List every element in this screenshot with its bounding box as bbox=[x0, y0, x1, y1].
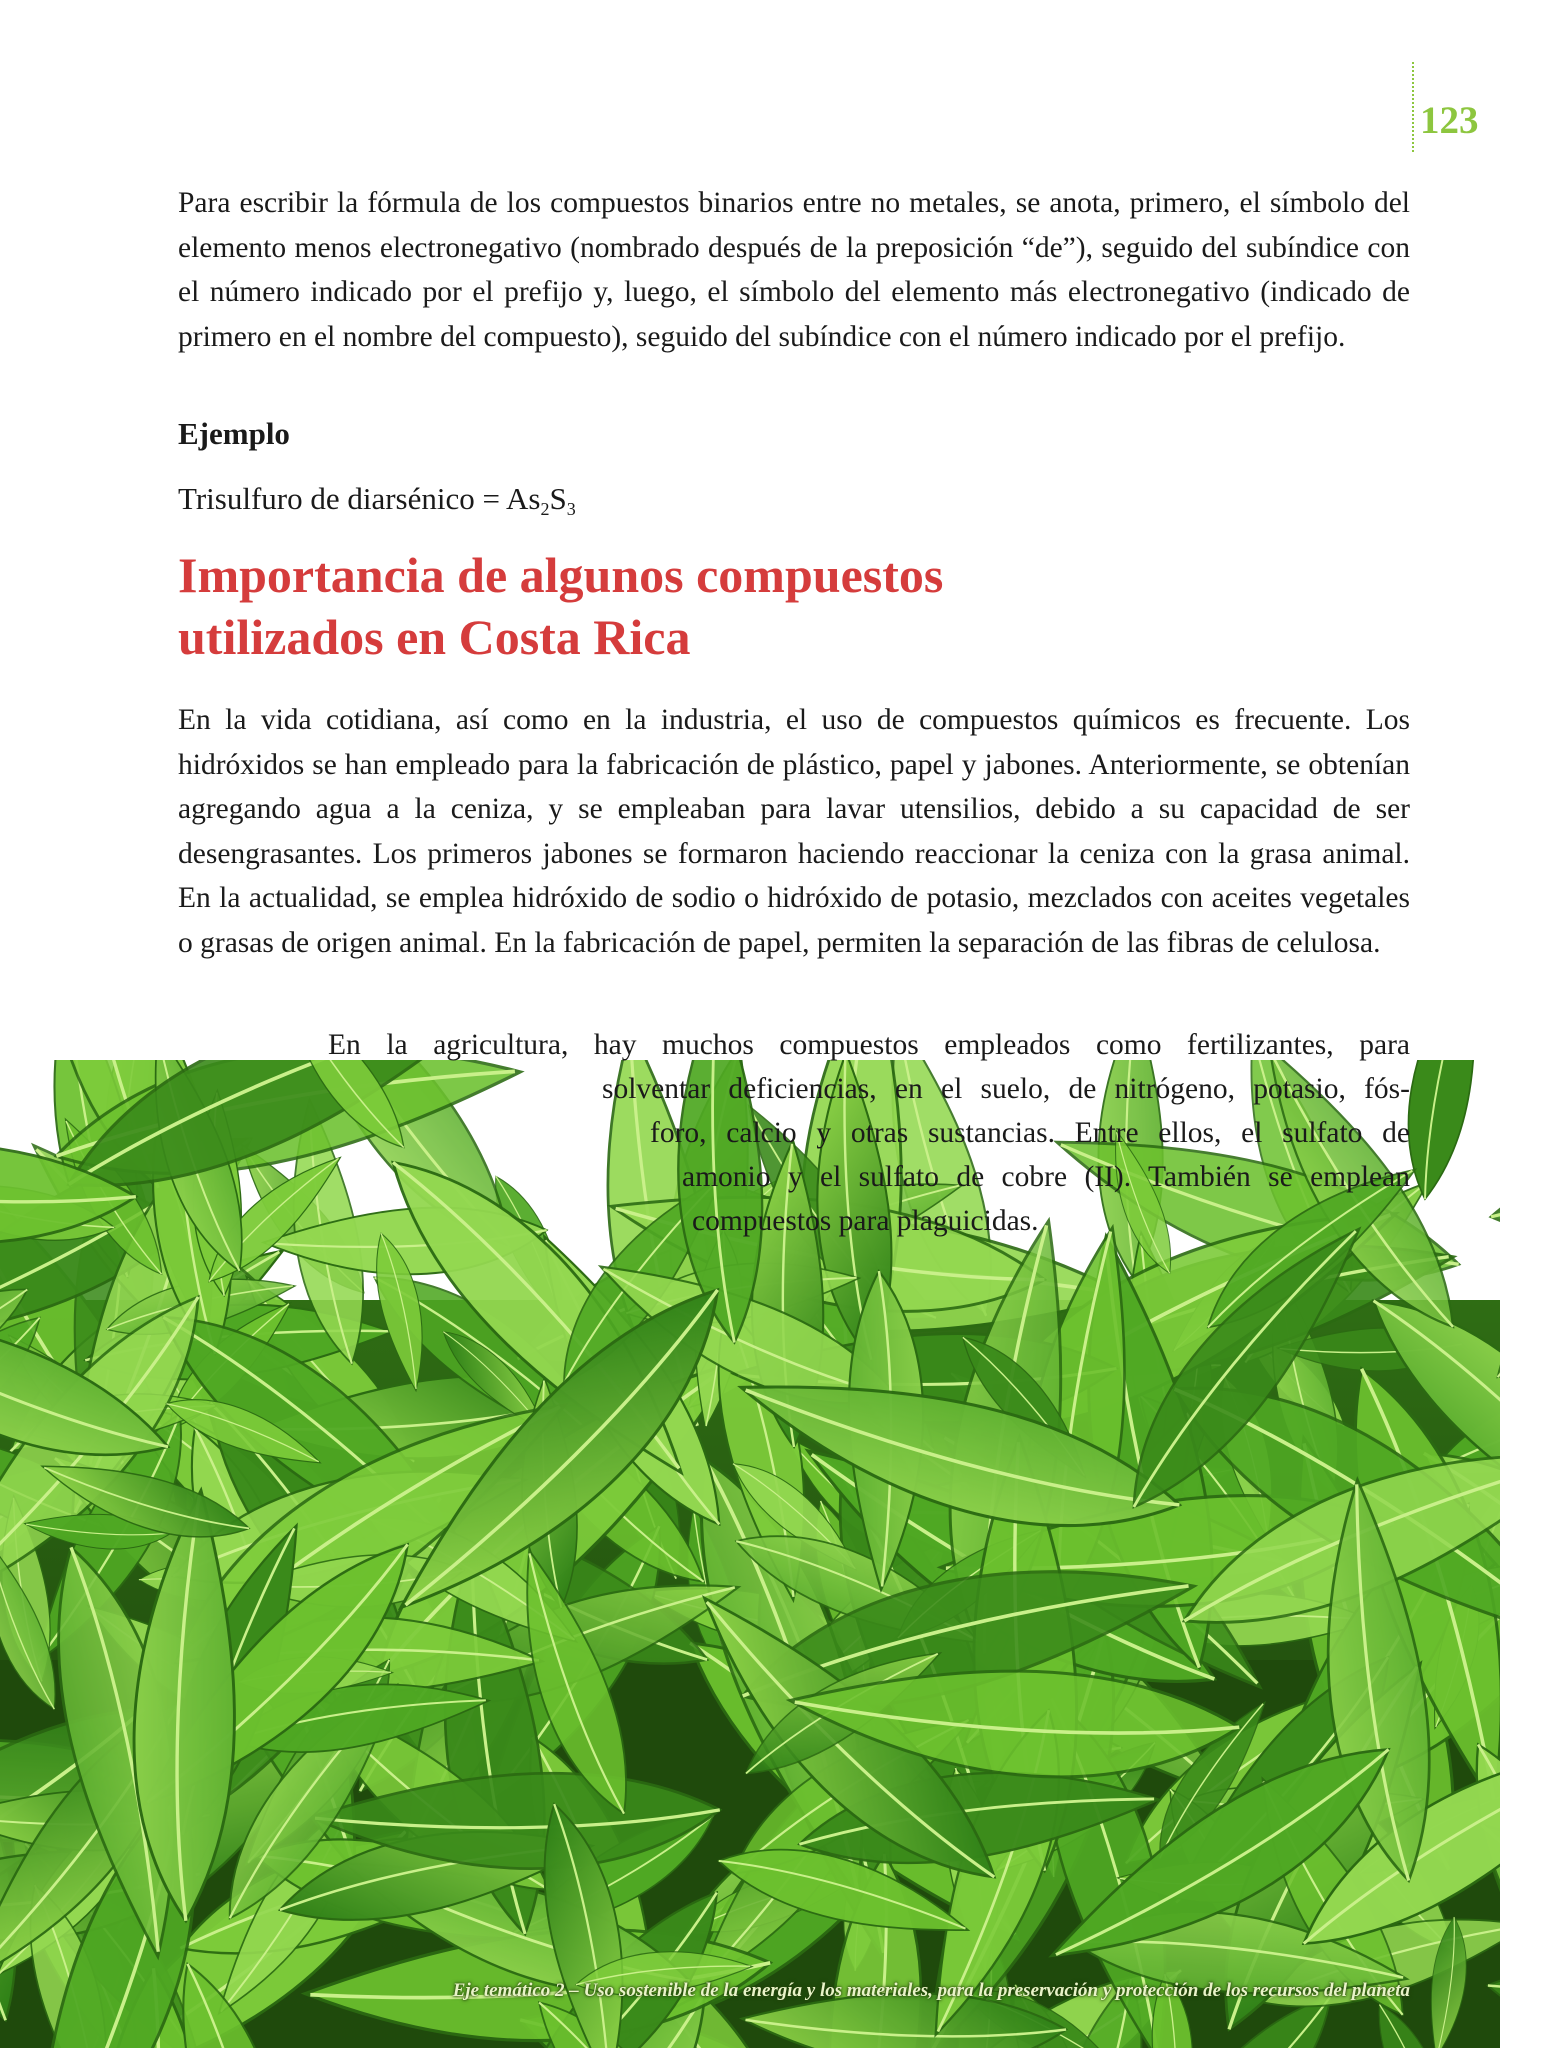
paragraph-agriculture-line-4: amonio y el sulfato de cobre (II). También se emplean bbox=[682, 1161, 1410, 1193]
leaf-midrib bbox=[1491, 1102, 1500, 1297]
paragraph-agriculture-line-2: solventar deficiencias, en el suelo, de nitrógeno, potasio, fós- bbox=[602, 1073, 1410, 1105]
example-compound-name: Trisulfuro de diarsénico = bbox=[178, 481, 507, 516]
page-number-divider bbox=[1412, 62, 1414, 152]
example-heading: Ejemplo bbox=[178, 416, 290, 451]
paragraph-formula-rules: Para escribir la fórmula de los compuestos binarios entre no metales, se anota, primero, el símbolo del elemento menos electronegativo (nombrado después de la preposición “de”), seguido del subíndice con el número indicado por el prefijo y, luego, el símbolo del elemento más electronegativo (indicado de primero en el nombre del compuesto), seguido del subíndice con el número indicado por el prefijo. bbox=[178, 187, 1410, 353]
example-formula bbox=[178, 481, 576, 517]
formula-subscript-3: 3 bbox=[566, 499, 576, 519]
paragraph-agriculture-line-3: foro, calcio y otras sustancias. Entre ellos, el sulfato de bbox=[650, 1117, 1410, 1149]
paragraph-agriculture-line-1: En la agricultura, hay muchos compuestos empleados como fertilizantes, para bbox=[328, 1029, 1410, 1061]
formula-subscript-2: 2 bbox=[540, 499, 550, 519]
section-title bbox=[178, 544, 1278, 668]
banana-leaf bbox=[1490, 1095, 1500, 1305]
footer-theme-axis: Eje temático 2 – Uso sostenible de la energía y los materiales, para la preservación y protección de los recursos del planeta bbox=[452, 1980, 1410, 2001]
section-title-line-2: utilizados en Costa Rica bbox=[178, 609, 691, 665]
paragraph-agriculture-line-5: compuestos para plaguicidas. bbox=[692, 1205, 1039, 1237]
section-title-line-1: Importancia de algunos compuestos bbox=[178, 547, 944, 603]
formula-symbol-s: S bbox=[549, 481, 567, 516]
formula-symbol-as: As bbox=[506, 481, 541, 516]
paragraph-hydroxides: En la vida cotidiana, así como en la industria, el uso de compuestos químicos es frecuente. Los hidróxidos se han empleado para la fabricación de plástico, papel y jabones. Anteriormente, se obtenían agregando agua a la ceniza, y se empleaban para lavar utensilios, debido a su capacidad de ser desengrasantes. Los primeros jabones se formaron haciendo reaccionar la ceniza con la grasa animal. En la actualidad, se emplea hidróxido de sodio o hidróxido de potasio, mezclados con aceites vegetales o grasas de origen animal. En la fabricación de papel, permiten la separación de las fibras de celulosa. bbox=[178, 704, 1410, 959]
page-number: 123 bbox=[1420, 99, 1479, 142]
